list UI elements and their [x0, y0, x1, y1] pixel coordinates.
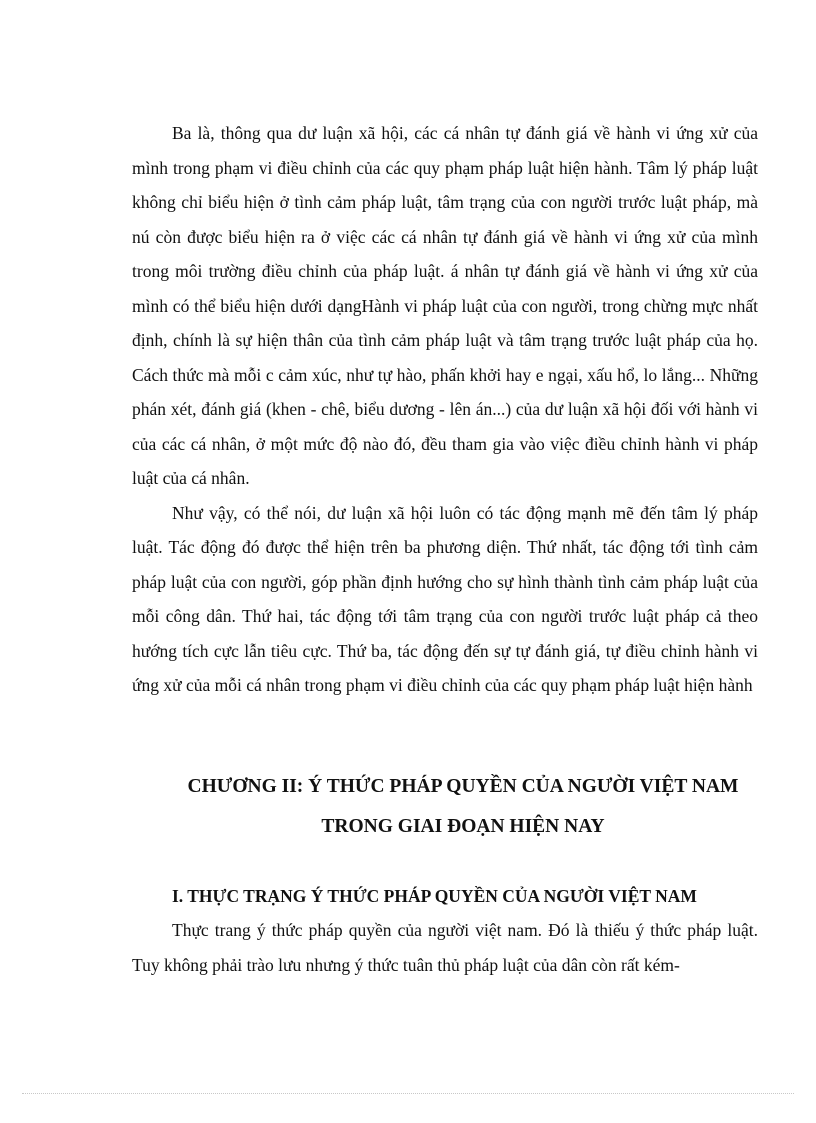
paragraph-1: Ba là, thông qua dư luận xã hội, các cá nhân tự đánh giá về hành vi ứng xử của mình trong phạm vi điều chỉnh của các quy phạm pháp luật hiện hành. Tâm lý pháp luật không chỉ biểu hiện ở tình cảm pháp luật, tâm trạng của con người trước luật pháp, mà nú còn được biểu hiện ra ở việc các cá nhân tự đánh giá về hành vi ứng xử của mình trong môi trường điều chỉnh của pháp luật. á nhân tự đánh giá về hành vi ứng xử của mình có thể biểu hiện dưới dạngHành vi pháp luật của con người, trong chừng mực nhất định, chính là sự hiện thân của tình cảm pháp luật và tâm trạng trước luật pháp của họ. Cách thức mà mỗi c cảm xúc, như tự hào, phấn khởi hay e ngại, xấu hổ, lo lắng... Những phán xét, đánh giá (khen - chê, biểu dương - lên án...) của dư luận xã hội đối với hành vi của các cá nhân, ở một mức độ nào đó, đều tham gia vào việc điều chỉnh hành vi pháp luật của cá nhân. — [132, 123, 758, 488]
section-paragraph: Thực trang ý thức pháp quyền của người việt nam. Đó là thiếu ý thức pháp luật. Tuy không phải trào lưu nhưng ý thức tuân thủ pháp luật của dân còn rất kém- — [132, 920, 758, 975]
paragraph-2: Như vậy, có thể nói, dư luận xã hội luôn có tác động mạnh mẽ đến tâm lý pháp luật. Tác động đó được thể hiện trên ba phương diện. Thứ nhất, tác động tới tình cảm pháp luật của con người, góp phần định hướng cho sự hình thành tình cảm pháp luật của mỗi công dân. Thứ hai, tác động tới tâm trạng của con người trước luật pháp cả theo hướng tích cực lẫn tiêu cực. Thứ ba, tác động đến sự tự đánh giá, tự điều chỉnh hành vi ứng xử của mỗi cá nhân trong phạm vi điều chỉnh của các quy phạm pháp luật hiện hành — [132, 502, 758, 695]
section-heading: I. THỰC TRẠNG Ý THỨC PHÁP QUYỀN CỦA NGƯỜI VIỆT NAM — [172, 886, 697, 906]
footer-divider — [22, 1093, 794, 1094]
section-text-block — [132, 913, 758, 982]
chapter-title: CHƯƠNG II: Ý THỨC PHÁP QUYỀN CỦA NGƯỜI VIỆT NAM TRONG GIAI ĐOẠN HIỆN NAY — [187, 776, 739, 837]
body-text-block — [132, 116, 758, 703]
